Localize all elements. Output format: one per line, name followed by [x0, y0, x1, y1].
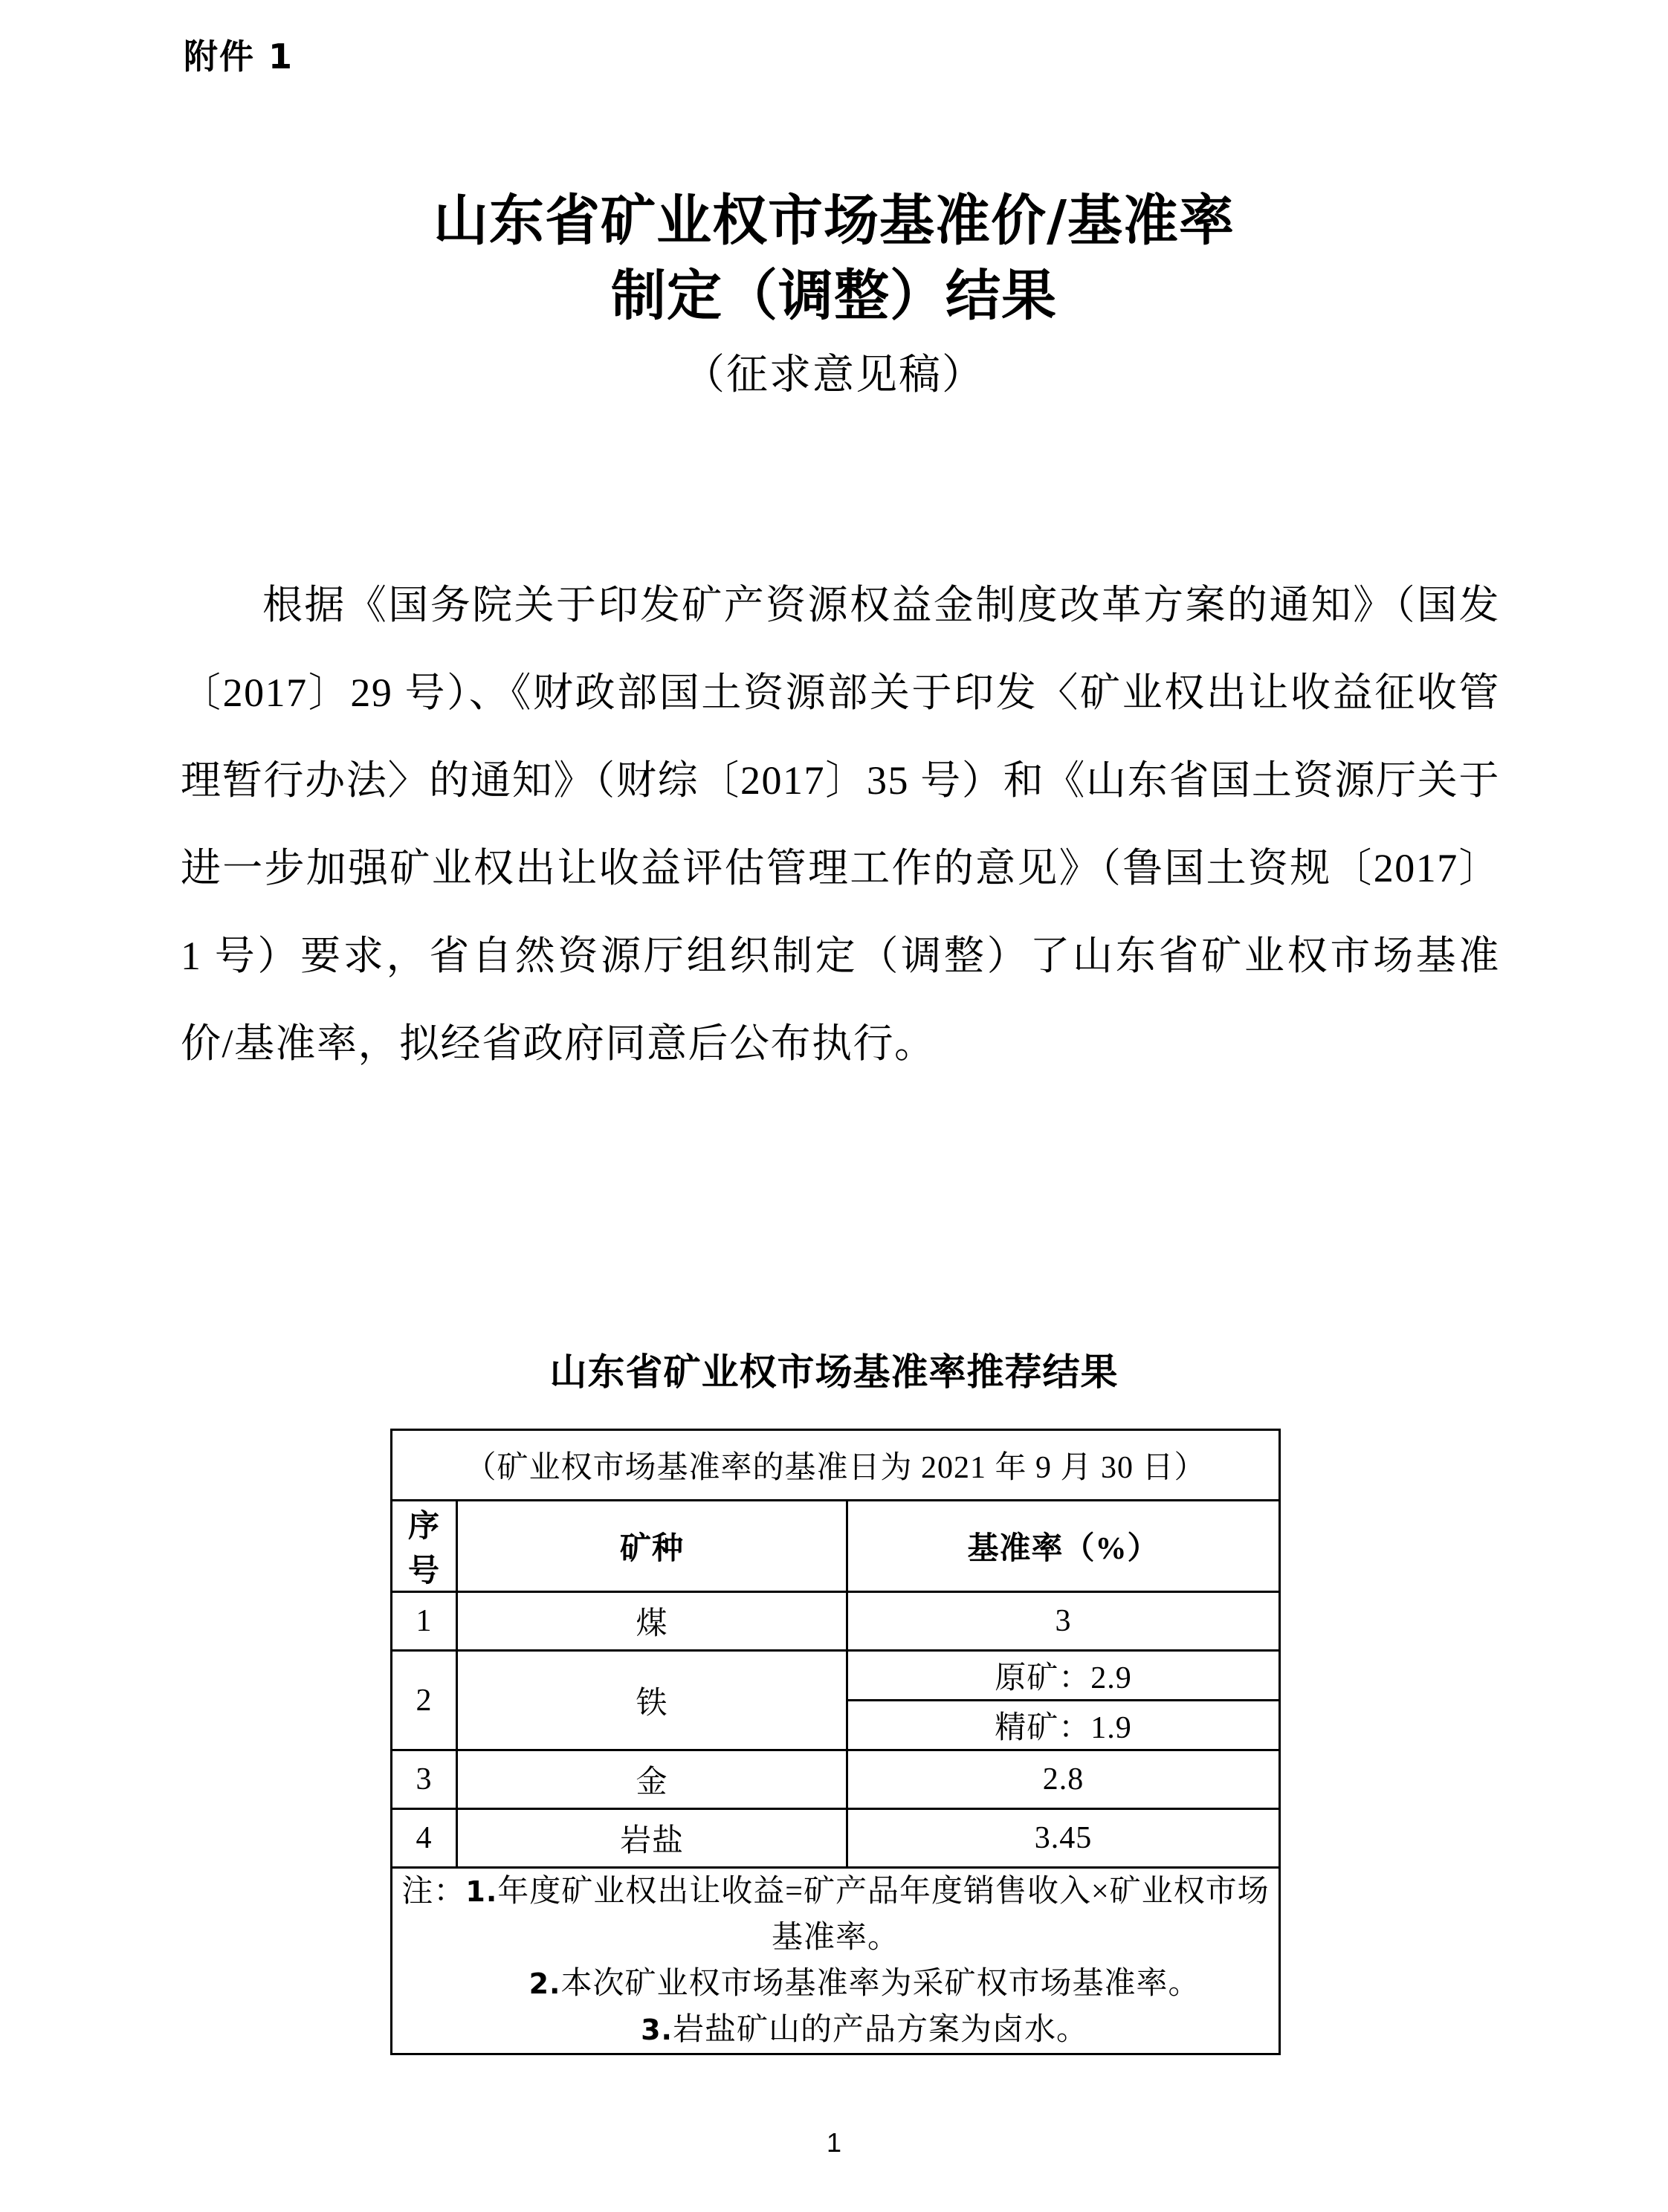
- rate-table-container: [390, 1429, 1279, 2055]
- table-header-row: [392, 1501, 1280, 1592]
- column-header-mineral: 矿种: [457, 1501, 847, 1592]
- table-row: [392, 1750, 1280, 1809]
- cell-mineral: 煤: [457, 1592, 847, 1651]
- cell-rate: 2.8: [847, 1750, 1280, 1809]
- table-row: [392, 1592, 1280, 1651]
- note-number: 3.: [641, 2014, 673, 2046]
- table-caption: 山东省矿业权市场基准率推荐结果: [549, 1350, 1119, 1394]
- cell-rate-primary: 原矿：2.9: [847, 1651, 1280, 1701]
- table-note-3: [392, 2007, 1279, 2053]
- cell-no: 3: [392, 1750, 457, 1809]
- note-number: 1.: [465, 1875, 498, 1908]
- page-title-line2: 制定（调整）结果: [611, 264, 1057, 329]
- cell-no: 2: [392, 1651, 457, 1750]
- table-row-date: [392, 1430, 1280, 1501]
- note-text: 本次矿业权市场基准率为采矿权市场基准率。: [560, 1967, 1200, 2001]
- note-text: 岩盐矿山的产品方案为卤水。: [672, 2013, 1088, 2047]
- table-notes-row: [392, 1868, 1280, 2054]
- cell-mineral: 岩盐: [457, 1809, 847, 1868]
- benchmark-rate-table: [390, 1429, 1281, 2055]
- table-note-1: [392, 1869, 1279, 1961]
- body-paragraph: [181, 561, 1500, 1087]
- page-number: 1: [826, 2127, 842, 2158]
- table-note-2: [392, 1961, 1279, 2007]
- table-date-note: （矿业权市场基准率的基准日为 2021 年 9 月 30 日）: [392, 1430, 1280, 1501]
- cell-rate: 3: [847, 1592, 1280, 1651]
- page-subtitle: （征求意见稿）: [683, 352, 985, 398]
- table-row: [392, 1651, 1280, 1701]
- attachment-label: 附件 1: [184, 36, 294, 77]
- body-paragraph-text: 根据《国务院关于印发矿产资源权益金制度改革方案的通知》（国发〔2017〕29 号）、《财政部国土资源部关于印发〈矿业权出让收益征收管理暂行办法〉的通知》（财综〔2017〕35 号）和《山东省国土资源厅关于进一步加强矿业权出让收益评估管理工作的意见》（鲁国土资规〔2017〕1 号）要求，省自然资源厅组织制定（调整）了山东省矿业权市场基准价/基准率，拟经省政府同意后公布执行。: [181, 583, 1500, 1066]
- table-row: [392, 1809, 1280, 1868]
- cell-rate: 3.45: [847, 1809, 1280, 1868]
- column-header-rate: 基准率（%）: [847, 1501, 1280, 1592]
- note-text: 年度矿业权出让收益=矿产品年度销售收入×矿业权市场基准率。: [497, 1875, 1270, 1955]
- table-notes: [392, 1868, 1280, 2054]
- cell-no: 1: [392, 1592, 457, 1651]
- cell-rate-secondary: 精矿：1.9: [847, 1701, 1280, 1750]
- cell-no: 4: [392, 1809, 457, 1868]
- cell-mineral: 铁: [457, 1651, 847, 1750]
- notes-label: 注：: [401, 1875, 466, 1909]
- page-title: [0, 190, 1668, 328]
- note-number: 2.: [528, 1967, 561, 2000]
- page-title-line1: 山东省矿业权市场基准价/基准率: [433, 189, 1235, 253]
- cell-mineral: 金: [457, 1750, 847, 1809]
- column-header-no: 序号: [392, 1501, 457, 1592]
